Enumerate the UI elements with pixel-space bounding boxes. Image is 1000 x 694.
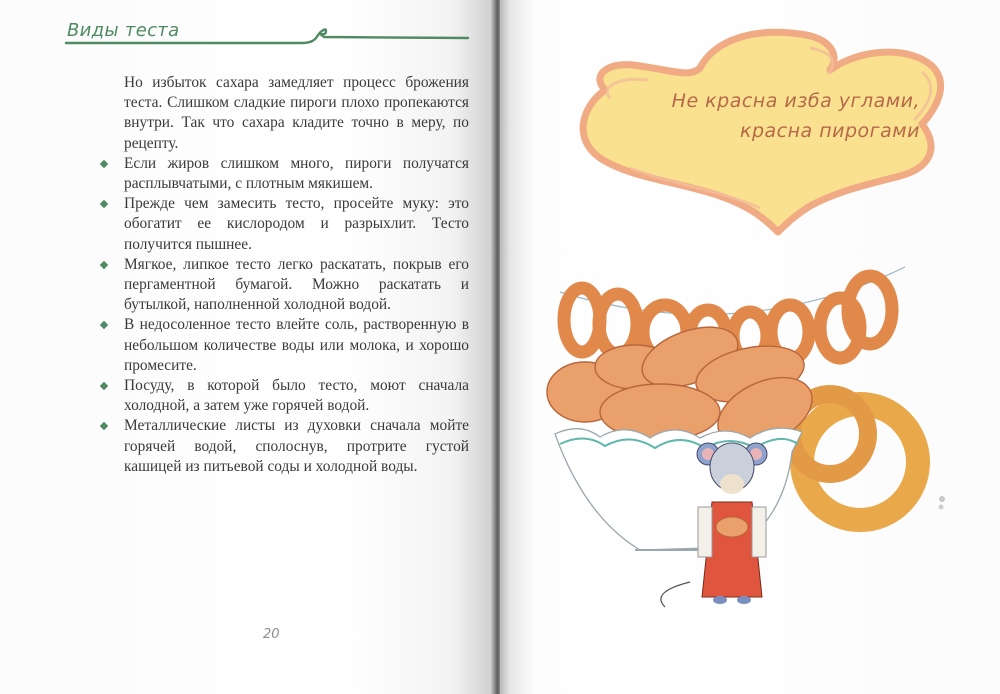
- tip-item: [124, 416, 469, 477]
- proverb-line-2: красна пирогами: [740, 120, 920, 142]
- tip-text: В недосоленное тесто влейте соль, растворенную в небольшом количестве воды или молока, и хорошо промесите.: [124, 316, 469, 374]
- tip-text: Металлические листы из духовки сначала мойте горячей водой, сполоснув, протрите густой кашицей из питьевой соды и холодной воды.: [124, 417, 469, 475]
- left-page: [0, 0, 492, 694]
- diamond-bullet-icon: [100, 160, 108, 168]
- tips-list: [124, 154, 469, 477]
- page-number: 20: [263, 627, 280, 642]
- tip-item: [124, 255, 469, 316]
- diamond-bullet-icon: [100, 422, 108, 430]
- tip-item: [124, 376, 469, 416]
- running-head: Виды теста: [67, 20, 180, 41]
- tip-text: Мягкое, липкое тесто легко раскатать, покрыв его пергаментной бумагой. Можно раскатать и бутылкой, наполненной холодной водой.: [124, 255, 469, 314]
- tip-item: [124, 154, 469, 194]
- body-text: [124, 73, 469, 477]
- diamond-bullet-icon: [100, 321, 108, 329]
- tip-item: [124, 194, 469, 255]
- tip-item: [124, 315, 469, 376]
- running-head-rule: [64, 26, 470, 50]
- tip-text: Посуду, в которой было тесто, моют сначала холодной, а затем уже горячей водой.: [124, 377, 469, 415]
- proverb-line-1: Не красна изба углами,: [671, 90, 920, 112]
- pies-bowl-mouse-illustration: [540, 262, 940, 612]
- intro-paragraph: Но избыток сахара замедляет процесс брожения теста. Слишком сладкие пироги плохо пропекаются внутри. Так что сахара кладите точно в меру, по рецепту.: [124, 74, 469, 152]
- tip-text: Если жиров слишком много, пироги получатся расплывчатыми, с плотным мякишем.: [124, 154, 469, 193]
- page-smudge: [936, 494, 948, 512]
- proverb: [605, 86, 920, 146]
- diamond-bullet-icon: [100, 261, 108, 269]
- diamond-bullet-icon: [100, 200, 108, 208]
- tip-text: Прежде чем замесить тесто, просейте муку: это обогатит ее кислородом и разрыхлит. Тесто получится пышнее.: [124, 195, 469, 253]
- diamond-bullet-icon: [100, 382, 108, 390]
